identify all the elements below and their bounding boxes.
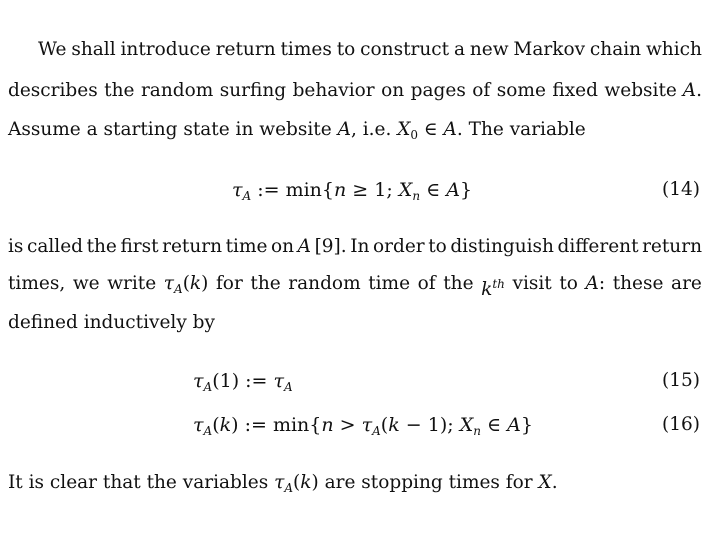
paragraph-2-line-3: defined inductively by <box>8 312 215 333</box>
equation-14-number: (14) <box>662 179 700 200</box>
paragraph-2-line-2: times, we write $\tau_A(k)$ for the random time of the $k^{th}$ visit to A: these are <box>8 273 702 300</box>
paragraph-3-line-1: It is clear that the variables $\tau_A(k)$ are stopping times for X. <box>8 472 558 495</box>
paragraph-1-line-2: describes the random surfing behavior on pages of some fixed website A. <box>8 80 702 101</box>
equation-16: $\tau_A(k)$ := $\min\{n > \tau_A(k - 1)$; $X_n$ ∈ A} <box>193 414 533 438</box>
equation-14: $\tau_A$ := min{n ≥ 1; $X_n$ ∈ A} <box>232 179 473 203</box>
paragraph-1-line-3: Assume a starting state in website A, i.e. $X_0$ ∈ A. The variable <box>8 119 586 142</box>
equation-15-number: (15) <box>662 370 700 391</box>
equation-16-number: (16) <box>662 414 700 435</box>
paragraph-1-line-1: We shall introduce return times to construct a new Markov chain which <box>38 39 702 60</box>
paragraph-2-line-1: is called the first return time on A [9]. In order to distinguish different return <box>8 236 702 257</box>
equation-15: $\tau_A(1)$ := $\tau_A$ <box>193 370 293 394</box>
